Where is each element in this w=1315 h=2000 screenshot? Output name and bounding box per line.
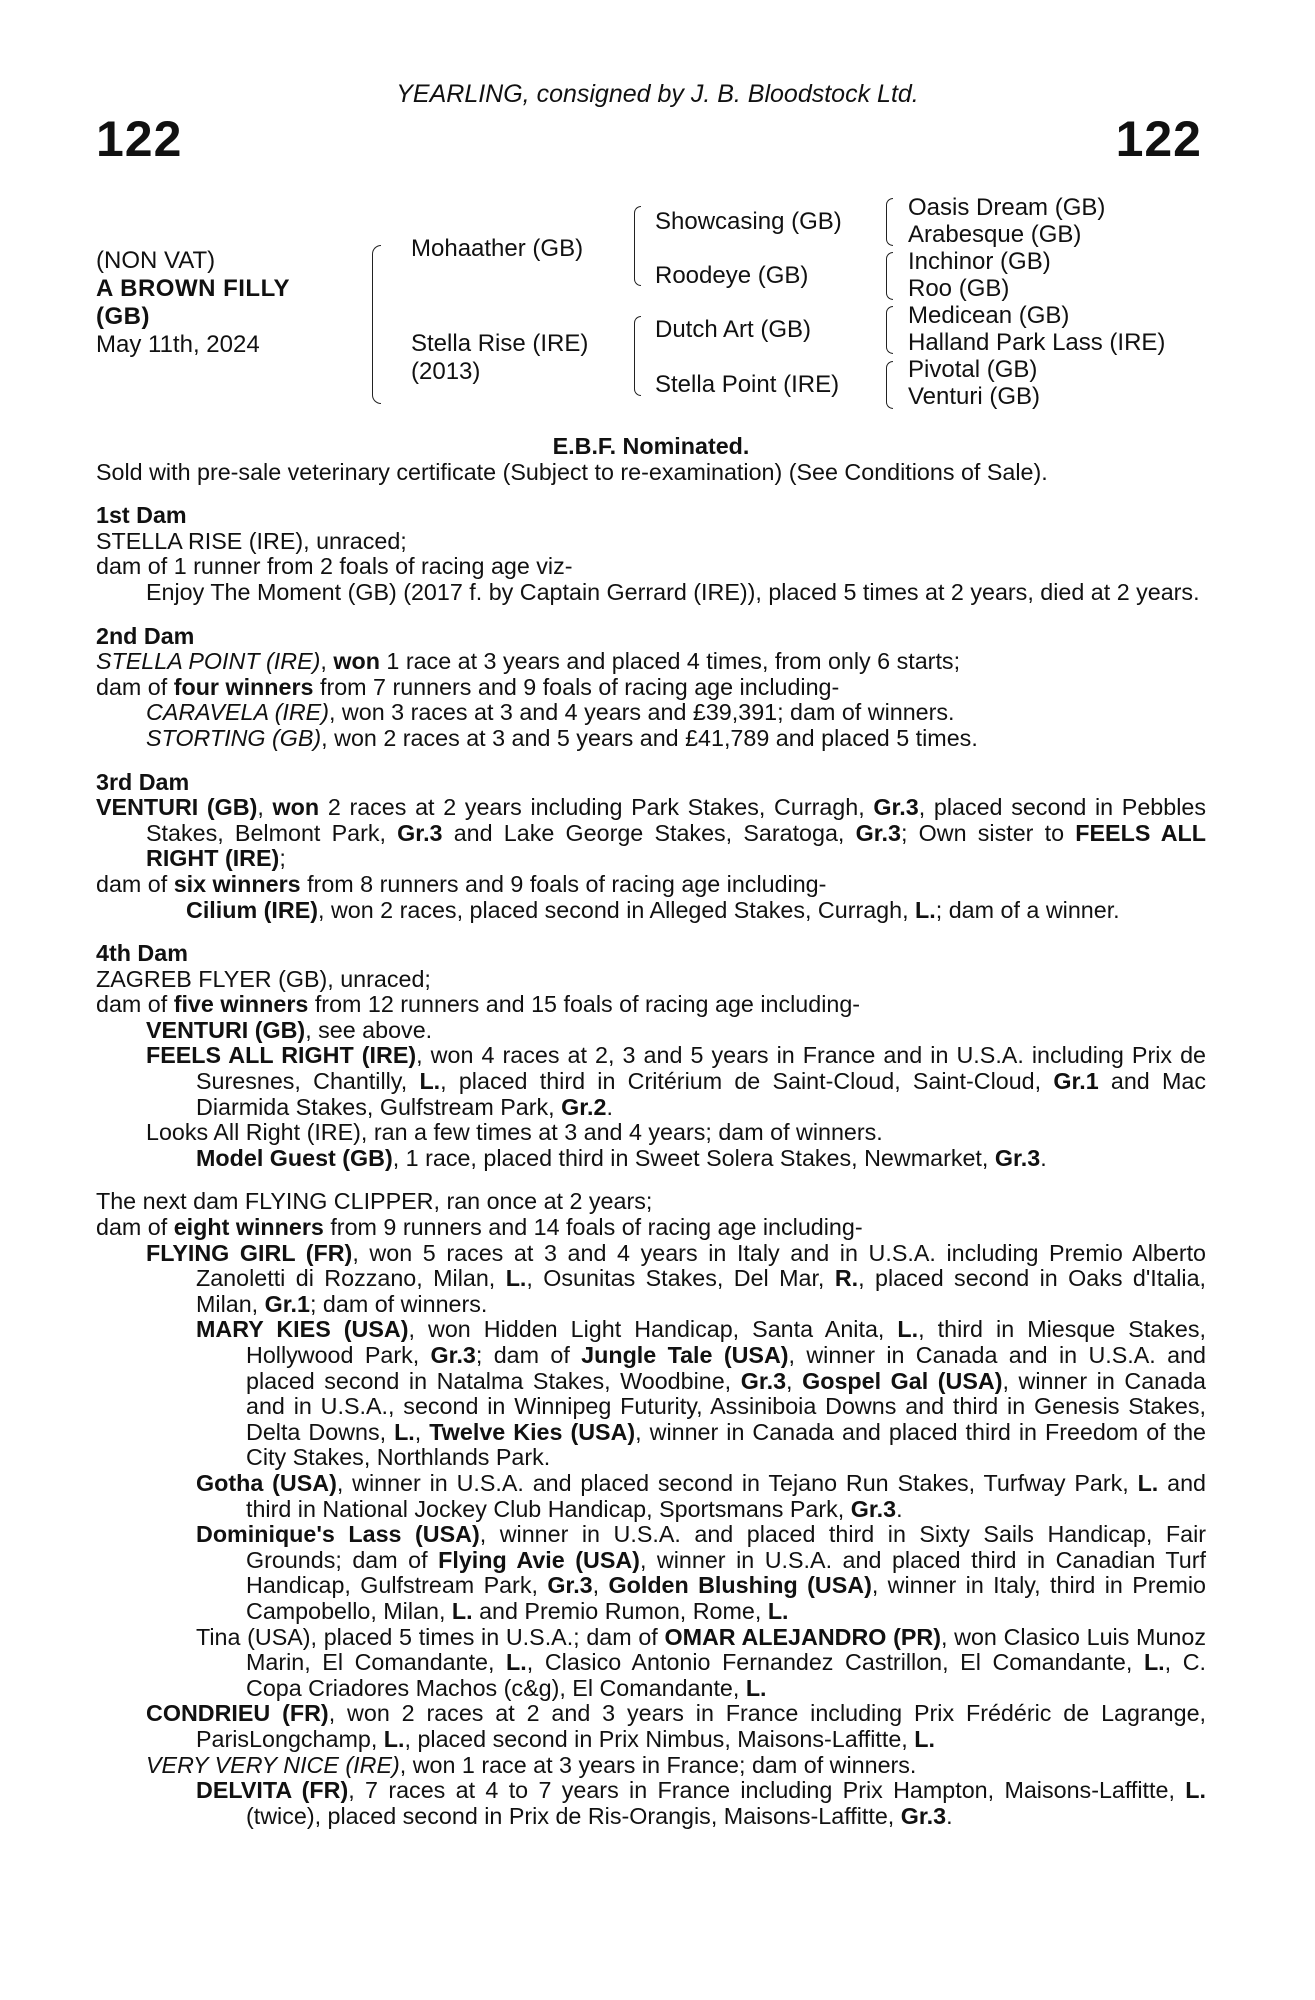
dam: Stella Rise (IRE): [411, 330, 589, 357]
sire-sire: Showcasing (GB): [655, 208, 842, 235]
fourth-dam-heading: 4th Dam: [96, 940, 188, 967]
produce-entry: DELVITA (FR), 7 races at 4 to 7 years in France including Prix Hampton, Maisons-Laffitte, L. (twice), placed second in Prix de Ris-Orangis, Maisons-Laffitte, Gr.3.: [196, 1777, 1206, 1829]
second-dam-name: STELLA POINT (IRE): [96, 648, 321, 675]
next-dam-produce-summary: dam of eight winners from 9 runners and 14 foals of racing age including-: [96, 1214, 863, 1241]
dam-sire-sire: Medicean (GB): [908, 302, 1070, 329]
third-dam-line: VENTURI (GB), won 2 races at 2 years including Park Stakes, Curragh, Gr.3, placed second in Pebbles Stakes, Belmont Park, Gr.3 and Lake George Stakes, Saratoga, Gr.3; Own sister to FEELS ALL RIGHT (IRE);: [96, 794, 1206, 872]
vat-status: (NON VAT): [96, 247, 216, 274]
pedigree-brace-ds: [886, 306, 893, 354]
page-header: YEARLING, consigned by J. B. Bloodstock Ltd.: [396, 80, 919, 108]
dam-dam: Stella Point (IRE): [655, 371, 840, 398]
pedigree-brace-main: [372, 245, 381, 404]
produce-entry: Tina (USA), placed 5 times in U.S.A.; dam of OMAR ALEJANDRO (PR), won Clasico Luis Munoz Marin, El Comandante, L., Clasico Antonio Fernandez Castrillon, El Comandante, L., C. Copa Criadores Machos (c&g), El Comandante, L.: [196, 1623, 1207, 1701]
first-dam-produce-entry: Enjoy The Moment (GB) (2017 f. by Captain Gerrard (IRE)), placed 5 times at 2 years, died at 2 years.: [146, 578, 1200, 605]
produce-entry: MARY KIES (USA), won Hidden Light Handicap, Santa Anita, L., third in Miesque Stakes, Hollywood Park, Gr.3; dam of Jungle Tale (USA), winner in Canada and in U.S.A. and placed second in Natalma Stakes, Woodbine, Gr.3, Gospel Gal (USA), winner in Canada and in U.S.A., second in Winnipeg Futurity, Assiniboia Downs and third in Genesis Stakes, Delta Downs, L., Twelve Kies (USA), winner in Canada and placed third in Freedom of the City Stakes, Northlands Park.: [196, 1316, 1207, 1471]
first-dam-line: STELLA RISE (IRE), unraced;: [96, 527, 407, 554]
sire-dam: Roodeye (GB): [655, 262, 809, 289]
produce-entry: Gotha (USA), winner in U.S.A. and placed second in Tejano Run Stakes, Turfway Park, L. and third in National Jockey Club Handicap, Sportsmans Park, Gr.3.: [196, 1469, 1206, 1522]
produce-entry: Model Guest (GB), 1 race, placed third in Sweet Solera Stakes, Newmarket, Gr.3.: [196, 1144, 1047, 1171]
produce-entry: Dominique's Lass (USA), winner in U.S.A. and placed third in Sixty Sails Handicap, Fair Grounds; dam of Flying Avie (USA), winner in U.S.A. and placed third in Canadian Turf Handicap, Gulfstream Park, Gr.3, Golden Blushing (USA), winner in Italy, third in Premio Campobello, Milan, L. and Premio Rumon, Rome, L.: [196, 1521, 1207, 1624]
produce-entry: FEELS ALL RIGHT (IRE), won 4 races at 2, 3 and 5 years in France and in U.S.A. including Prix de Suresnes, Chantilly, L., placed third in Critérium de Saint-Cloud, Saint-Cloud, Gr.1 and Mac Diarmida Stakes, Gulfstream Park, Gr.2.: [146, 1042, 1207, 1120]
produce-entry: VENTURI (GB), see above.: [146, 1016, 433, 1043]
sire: Mohaather (GB): [411, 235, 584, 262]
produce-entry: FLYING GIRL (FR), won 5 races at 3 and 4 years in Italy and in U.S.A. including Premio Alberto Zanoletti di Rozzano, Milan, L., Osunitas Stakes, Del Mar, R., placed second in Oaks d'Italia, Milan, Gr.1; dam of winners.: [146, 1239, 1207, 1317]
third-dam-produce-summary: dam of six winners from 8 runners and 9 foals of racing age including-: [96, 870, 827, 897]
produce-entry: CARAVELA (IRE), won 3 races at 3 and 4 years and £39,391; dam of winners.: [146, 699, 955, 726]
dam-dam-dam: Venturi (GB): [908, 383, 1041, 410]
dam-sire-dam: Halland Park Lass (IRE): [908, 329, 1166, 356]
horse-identity: [96, 247, 290, 359]
produce-entry: VERY VERY NICE (IRE), won 1 race at 3 years in France; dam of winners.: [146, 1751, 917, 1778]
dam-sire: Dutch Art (GB): [655, 316, 812, 343]
sire-dam-sire: Inchinor (GB): [908, 248, 1051, 275]
produce-entry: Cilium (IRE), won 2 races, placed second in Alleged Stakes, Curragh, L.; dam of a winner.: [186, 896, 1120, 923]
sire-sire-sire: Oasis Dream (GB): [908, 194, 1106, 221]
produce-entry: CONDRIEU (FR), won 2 races at 2 and 3 years in France including Prix Frédéric de Lagrange, ParisLongchamp, L., placed second in Prix Nimbus, Maisons-Laffitte, L.: [146, 1700, 1206, 1752]
third-dam-heading: 3rd Dam: [96, 768, 190, 795]
pedigree-brace-sd: [886, 252, 893, 300]
ebf-note: E.B.F. Nominated.: [552, 433, 750, 459]
horse-origin: (GB): [96, 303, 150, 330]
pedigree-brace-dd: [886, 361, 893, 409]
first-dam-heading: 1st Dam: [96, 502, 187, 529]
horse-name: A BROWN FILLY: [96, 275, 291, 302]
foaling-date: May 11th, 2024: [96, 331, 260, 358]
second-dam-produce-summary: dam of four winners from 7 runners and 9 foals of racing age including-: [96, 673, 840, 700]
second-dam-heading: 2nd Dam: [96, 622, 195, 649]
dam-year: (2013): [411, 358, 481, 385]
first-dam-produce-summary: dam of 1 runner from 2 foals of racing age viz-: [96, 553, 573, 580]
fourth-dam-line: ZAGREB FLYER (GB), unraced;: [96, 965, 431, 992]
produce-entry: STORTING (GB), won 2 races at 3 and 5 years and £41,789 and placed 5 times.: [146, 724, 978, 751]
pedigree-brace-ss: [886, 198, 893, 246]
lot-number-right: 122: [1115, 111, 1202, 167]
dam-dam-sire: Pivotal (GB): [908, 356, 1038, 383]
catalogue-body: [96, 434, 1206, 1829]
vet-note: Sold with pre-sale veterinary certificate (Subject to re-examination) (See Conditions of Sale).: [96, 458, 1048, 485]
sire-sire-dam: Arabesque (GB): [908, 221, 1082, 248]
produce-entry: Looks All Right (IRE), ran a few times at 3 and 4 years; dam of winners.: [146, 1119, 883, 1146]
sire-dam-dam: Roo (GB): [908, 275, 1010, 302]
pedigree-brace-dam: [634, 316, 641, 396]
lot-number-left: 122: [96, 111, 183, 167]
next-dam-line: The next dam FLYING CLIPPER, ran once at 2 years;: [96, 1188, 653, 1215]
fourth-dam-produce-summary: dam of five winners from 12 runners and 15 foals of racing age including-: [96, 991, 861, 1018]
pedigree-brace-sire: [634, 206, 641, 286]
second-dam-line: STELLA POINT (IRE), won 1 race at 3 years and placed 4 times, from only 6 starts;: [96, 648, 961, 675]
